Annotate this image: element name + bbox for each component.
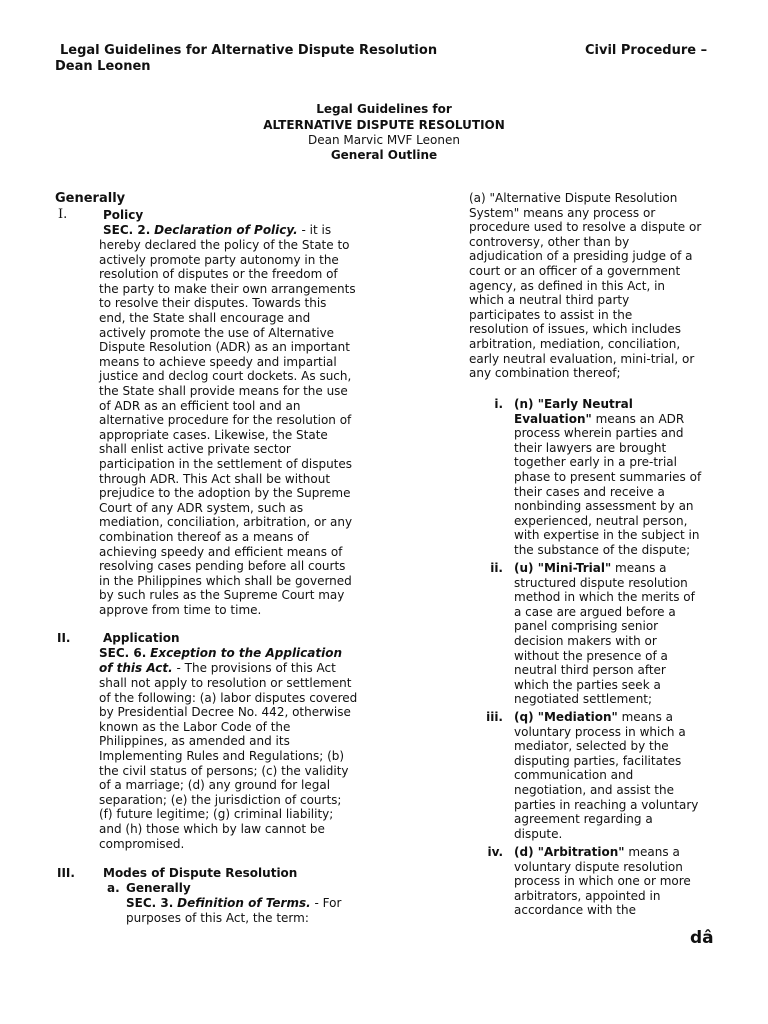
item-number: iii. bbox=[486, 710, 503, 724]
sec6-body-line: the civil status of persons; (c) the validity bbox=[99, 763, 349, 778]
item-body-line: a case are argued before a bbox=[514, 604, 676, 619]
sec2-body-line: actively promote party autonomy in the bbox=[99, 252, 339, 267]
adr-definition-line: (a) "Alternative Dispute Resolution bbox=[469, 191, 678, 205]
sec6-body-line: known as the Labor Code of the bbox=[99, 719, 291, 734]
adr-definition-line: arbitration, mediation, conciliation, bbox=[469, 337, 681, 351]
item-body-line: their cases and receive a bbox=[514, 484, 665, 499]
sec6-body-line: of the following: (a) labor disputes covered bbox=[99, 690, 358, 705]
sec6-body-line: Philippines, as amended and its bbox=[99, 734, 290, 749]
footer-mark: dâ bbox=[690, 928, 714, 948]
sec2-heading bbox=[103, 223, 331, 238]
item-body-line: communication and bbox=[514, 768, 634, 783]
item-body-line: arbitrators, appointed in bbox=[514, 888, 661, 903]
adr-definition-line: agency, as defined in this Act, in bbox=[469, 278, 666, 293]
item-body-line: with expertise in the subject in bbox=[514, 528, 700, 543]
sec2-body-line: by such rules as the Supreme Court may bbox=[99, 588, 345, 603]
item-body-line: accordance with the bbox=[514, 903, 636, 918]
item-lead-rest: means an ADR bbox=[591, 411, 685, 426]
sec6-body-line: by Presidential Decree No. 442, otherwise bbox=[99, 705, 351, 720]
sec2-body-line: combination thereof as a means of bbox=[99, 530, 309, 544]
sec2-body-line: approve from time to time. bbox=[99, 603, 262, 617]
sec6-body-line: Implementing Rules and Regulations; (b) bbox=[99, 749, 345, 763]
item-term: (n) "Early Neutral bbox=[514, 397, 633, 411]
sec2-body-line: Court of any ADR system, such as bbox=[99, 500, 304, 515]
sec2-body-line: resolving cases pending before all courts bbox=[99, 559, 346, 574]
sec2-body-line: through ADR. This Act shall be without bbox=[99, 471, 331, 486]
sec3-title: Definition of Terms. bbox=[177, 896, 311, 910]
item-body-line: structured dispute resolution bbox=[514, 575, 688, 590]
application-title: Application bbox=[103, 631, 180, 645]
item-body-line: phase to present summaries of bbox=[514, 470, 702, 484]
item-lead bbox=[514, 561, 667, 576]
item-body-line: parties in reaching a voluntary bbox=[514, 797, 699, 812]
generally-letter: a. bbox=[107, 881, 120, 895]
item-lead-rest: means a bbox=[624, 845, 680, 859]
sec2-title: Declaration of Policy. bbox=[154, 223, 298, 237]
item-term: (u) "Mini-Trial" bbox=[514, 561, 612, 575]
policy-number: I. bbox=[58, 207, 68, 222]
item-body-line: their lawyers are brought bbox=[514, 440, 667, 455]
sec2-body-line: resolution of disputes or the freedom of bbox=[99, 267, 338, 282]
outline-title-line2: ALTERNATIVE DISPUTE RESOLUTION bbox=[263, 118, 505, 132]
sec2-body-line: mediation, conciliation, arbitration, or any bbox=[99, 515, 353, 530]
outline-title-line3: Dean Marvic MVF Leonen bbox=[308, 133, 460, 147]
sec2-body-line: shall enlist active private sector bbox=[99, 442, 291, 457]
policy-title: Policy bbox=[103, 208, 144, 222]
sec2-body-line: actively promote the use of Alternative bbox=[99, 325, 335, 340]
sec2-body-line: end, the State shall encourage and bbox=[99, 311, 311, 325]
item-term: (q) "Mediation" bbox=[514, 710, 618, 724]
item-term-cont: Evaluation" bbox=[514, 411, 592, 426]
sec6-title1: Exception to the Application bbox=[150, 646, 343, 660]
sec2-body-line: alternative procedure for the resolution of bbox=[99, 413, 352, 428]
item-body-line: decision makers with or bbox=[514, 634, 657, 648]
sec2-body-line: Dispute Resolution (ADR) as an important bbox=[99, 340, 350, 355]
item-body-line: dispute. bbox=[514, 826, 563, 841]
adr-definition-line: System" means any process or bbox=[469, 205, 656, 220]
item-body-line: process in which one or more bbox=[514, 874, 691, 889]
item-body-line: negotiation, and assist the bbox=[514, 783, 675, 797]
item-body-line: experienced, neutral person, bbox=[514, 513, 688, 528]
item-body-line: which the parties seek a bbox=[514, 677, 661, 692]
sec2-body-line: of ADR as an efficient tool and an bbox=[99, 398, 301, 413]
item-number: i. bbox=[494, 397, 503, 411]
item-lead bbox=[514, 845, 680, 860]
generally-title: Generally bbox=[126, 881, 191, 895]
item-body-line: neutral third person after bbox=[514, 663, 666, 678]
sec2-body-line: participation in the settlement of disputes bbox=[99, 457, 353, 471]
sec2-body-line: hereby declared the policy of the State to bbox=[99, 238, 350, 252]
item-lead-line2 bbox=[514, 412, 684, 427]
item-number: iv. bbox=[487, 845, 503, 859]
sec2-body-line: justice and declog court dockets. As such, bbox=[99, 369, 352, 384]
item-body-line: voluntary dispute resolution bbox=[514, 859, 683, 874]
sec2-body-line: means to achieve speedy and impartial bbox=[99, 354, 337, 369]
item-body-line: process wherein parties and bbox=[514, 426, 684, 441]
sec6-body-line: (f) future legitime; (g) criminal liability; bbox=[99, 807, 334, 822]
sec6-body-line: separation; (e) the jurisdiction of courts; bbox=[99, 792, 342, 807]
item-body-line: agreement regarding a bbox=[514, 812, 653, 827]
sec2-body-line: appropriate cases. Likewise, the State bbox=[99, 427, 328, 442]
item-number: ii. bbox=[490, 561, 503, 575]
item-lead-rest: means a bbox=[611, 561, 667, 575]
sec2-body-line: prejudice to the adoption by the Supreme bbox=[99, 486, 351, 501]
item-body-line: together early in a pre-trial bbox=[514, 455, 677, 470]
item-lead bbox=[514, 710, 673, 725]
adr-definition-line: controversy, other than by bbox=[469, 234, 630, 249]
item-body-line: voluntary process in which a bbox=[514, 724, 686, 739]
item-lead-rest: means a bbox=[617, 710, 674, 724]
adr-definition-line: which a neutral third party bbox=[469, 293, 630, 308]
item-body-line: mediator, selected by the bbox=[514, 739, 669, 754]
application-number: II. bbox=[57, 631, 71, 645]
header-author: Dean Leonen bbox=[55, 59, 151, 74]
sec3-prefix: SEC. 3. bbox=[126, 896, 174, 910]
item-body-line: nonbinding assessment by an bbox=[514, 499, 694, 514]
header-left-title: Legal Guidelines for Alternative Dispute Resolution bbox=[60, 43, 438, 58]
item-body-line: method in which the merits of bbox=[514, 590, 695, 605]
item-body-line: the substance of the dispute; bbox=[514, 543, 691, 557]
sec2-body-line: to resolve their disputes. Towards this bbox=[99, 296, 327, 311]
outline-title-line4: General Outline bbox=[330, 148, 438, 162]
adr-definition-line: participates to assist in the bbox=[469, 307, 633, 322]
sec6-prefix: SEC. 6. bbox=[99, 646, 147, 660]
sec6-line2-rest: - The provisions of this Act bbox=[172, 661, 336, 675]
adr-definition-line: procedure used to resolve a dispute or bbox=[469, 220, 702, 235]
sec2-body-line: in the Philippines which shall be governed bbox=[99, 573, 352, 588]
sec2-body-line: the party to make their own arrangements bbox=[99, 281, 356, 296]
outline-title-line1: Legal Guidelines for bbox=[316, 102, 452, 116]
item-body-line: negotiated settlement; bbox=[514, 692, 653, 707]
section-generally: Generally bbox=[55, 191, 126, 206]
sec6-body-line: shall not apply to resolution or settlement bbox=[99, 676, 352, 690]
adr-definition-line: adjudication of a presiding judge of a bbox=[469, 249, 693, 264]
item-term: (d) "Arbitration" bbox=[514, 845, 625, 859]
adr-definition-line: resolution of issues, which includes bbox=[469, 322, 681, 337]
modes-title: Modes of Dispute Resolution bbox=[103, 866, 298, 880]
sec6-title2: of this Act. bbox=[99, 661, 173, 675]
sec2-prefix: SEC. 2. bbox=[103, 223, 151, 237]
sec3-line2: purposes of this Act, the term: bbox=[126, 911, 309, 925]
item-body-line: panel comprising senior bbox=[514, 619, 659, 634]
sec2-line1-rest: - it is bbox=[297, 223, 332, 237]
sec3-heading bbox=[126, 896, 341, 911]
item-lead bbox=[514, 397, 633, 412]
sec6-body-line: of a marriage; (d) any ground for legal bbox=[99, 778, 331, 793]
sec6-heading-line2 bbox=[99, 661, 336, 676]
sec2-body-line: achieving speedy and efficient means of bbox=[99, 544, 343, 559]
sec6-body-line: and (h) those which by law cannot be bbox=[99, 822, 325, 836]
header-right-title: Civil Procedure – bbox=[585, 43, 708, 58]
sec6-body-line: compromised. bbox=[99, 836, 185, 851]
sec6-heading bbox=[99, 646, 342, 661]
adr-definition-line: early neutral evaluation, mini-trial, or bbox=[469, 351, 695, 366]
adr-definition-line: any combination thereof; bbox=[469, 366, 621, 381]
sec3-line1-rest: - For bbox=[310, 896, 342, 910]
sec2-body-line: the State shall provide means for the use bbox=[99, 384, 348, 398]
modes-number: III. bbox=[57, 866, 75, 880]
item-body-line: disputing parties, facilitates bbox=[514, 753, 682, 768]
item-body-line: without the presence of a bbox=[514, 648, 668, 663]
adr-definition-line: court or an officer of a government bbox=[469, 264, 681, 278]
